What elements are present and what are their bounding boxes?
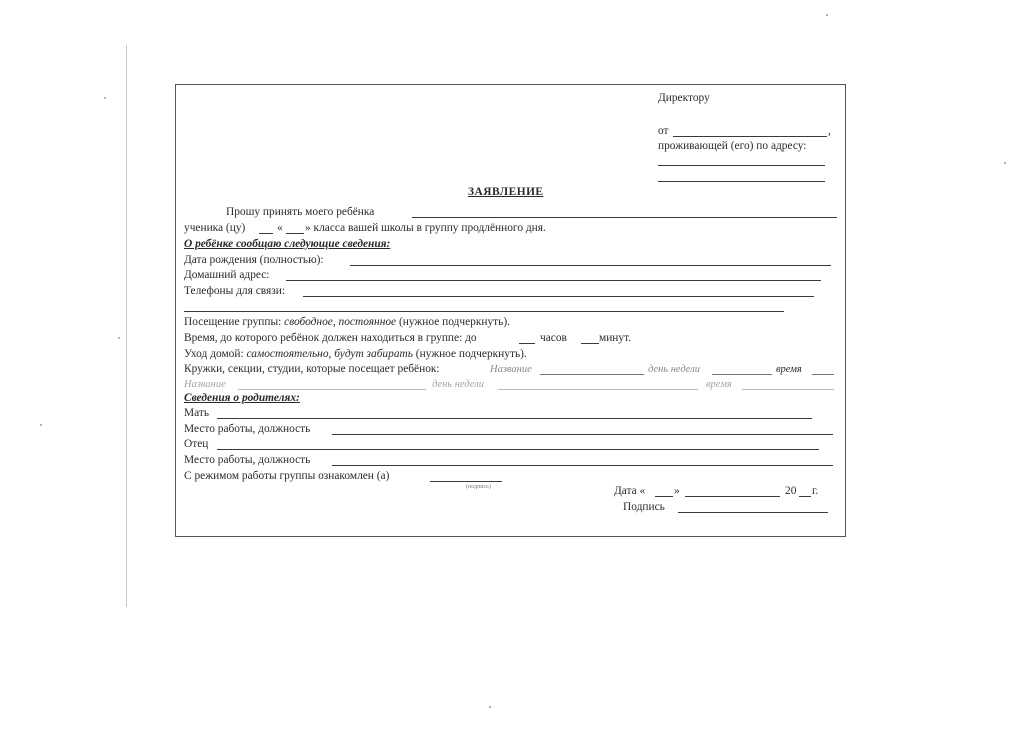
- grade-letter-field[interactable]: [286, 233, 304, 234]
- home-address-label: Домашний адрес:: [184, 269, 270, 281]
- father-field[interactable]: [217, 449, 819, 450]
- scan-speck: [826, 14, 828, 16]
- club-name-field[interactable]: [540, 374, 644, 375]
- quote-open: «: [277, 222, 283, 234]
- time-label: Время, до которого ребёнок должен находиться в группе: до: [184, 332, 477, 344]
- application-form: [175, 84, 846, 537]
- phones-field[interactable]: [303, 296, 814, 297]
- parents-section-heading: Сведения о родителях:: [184, 392, 300, 404]
- addressee-label: Директору: [658, 92, 710, 104]
- club-time-label: время: [776, 364, 802, 375]
- minutes-label: минут.: [599, 332, 632, 344]
- attendance-options[interactable]: свободное, постоянное: [284, 316, 397, 328]
- club-time-label-2: время: [706, 379, 732, 390]
- mother-work-label: Место работы, должность: [184, 423, 311, 435]
- father-work-field[interactable]: [332, 465, 833, 466]
- scan-edge-line: [126, 45, 127, 607]
- form-title: ЗАЯВЛЕНИЕ: [468, 186, 544, 198]
- minutes-field[interactable]: [581, 343, 599, 344]
- acquainted-label: С режимом работы группы ознакомлен (а): [184, 470, 390, 482]
- child-section-heading: О ребёнке сообщаю следующие сведения:: [184, 238, 391, 250]
- club-day-label-2: день недели: [432, 379, 484, 390]
- club-day-label: день недели: [648, 364, 700, 375]
- from-field[interactable]: [673, 136, 827, 137]
- phones-label: Телефоны для связи:: [184, 285, 285, 297]
- date-day-field[interactable]: [655, 496, 673, 497]
- club-name-label: Название: [490, 364, 532, 375]
- club-day-field-2[interactable]: [498, 389, 698, 390]
- phones-extra-field[interactable]: [184, 311, 784, 312]
- from-comma: ,: [828, 125, 831, 137]
- request-text: Прошу принять моего ребёнка: [226, 206, 375, 218]
- hours-field[interactable]: [519, 343, 535, 344]
- signature-field[interactable]: [678, 512, 828, 513]
- mother-work-field[interactable]: [332, 434, 833, 435]
- address-label: проживающей (его) по адресу:: [658, 140, 807, 152]
- club-time-field-2[interactable]: [742, 389, 834, 390]
- mother-label: Мать: [184, 407, 210, 419]
- mother-field[interactable]: [217, 418, 812, 419]
- scan-speck: [118, 337, 120, 339]
- grade-number-field[interactable]: [259, 233, 273, 234]
- clubs-label: Кружки, секции, студии, которые посещает ребёнок:: [184, 363, 440, 375]
- date-year-suffix: г.: [812, 485, 819, 497]
- club-name-label-2: Название: [184, 379, 226, 390]
- departure-line: Уход домой: самостоятельно, будут забирать (нужное подчеркнуть).: [184, 348, 527, 360]
- date-quote-close: »: [674, 485, 680, 497]
- birth-date-field[interactable]: [350, 265, 831, 266]
- attendance-line: Посещение группы: свободное, постоянное (нужное подчеркнуть).: [184, 316, 510, 328]
- pupil-label: ученика (цу): [184, 222, 246, 234]
- signature-caption: (подпись): [466, 484, 491, 490]
- father-work-label: Место работы, должность: [184, 454, 311, 466]
- acquainted-signature-field[interactable]: [430, 481, 502, 482]
- hours-label: часов: [540, 332, 567, 344]
- scan-speck: [40, 424, 42, 426]
- club-time-field[interactable]: [812, 374, 834, 375]
- date-year-field[interactable]: [799, 496, 811, 497]
- address-field-1[interactable]: [658, 165, 825, 166]
- father-label: Отец: [184, 438, 209, 450]
- scan-speck: [489, 706, 491, 708]
- birth-date-label: Дата рождения (полностью):: [184, 254, 324, 266]
- home-address-field[interactable]: [286, 280, 821, 281]
- date-month-field[interactable]: [685, 496, 780, 497]
- date-year-prefix: 20: [785, 485, 797, 497]
- child-name-field[interactable]: [412, 217, 837, 218]
- scan-speck: [1004, 162, 1006, 164]
- signature-label: Подпись: [623, 501, 665, 513]
- date-label: Дата «: [614, 485, 646, 497]
- from-label: от: [658, 125, 669, 137]
- class-text: » класса вашей школы в группу продлённого дня.: [305, 222, 546, 234]
- club-day-field[interactable]: [712, 374, 772, 375]
- club-name-field-2[interactable]: [238, 389, 426, 390]
- departure-options[interactable]: самостоятельно, будут забирать: [246, 348, 413, 360]
- address-field-2[interactable]: [658, 181, 825, 182]
- scan-speck: [104, 97, 106, 99]
